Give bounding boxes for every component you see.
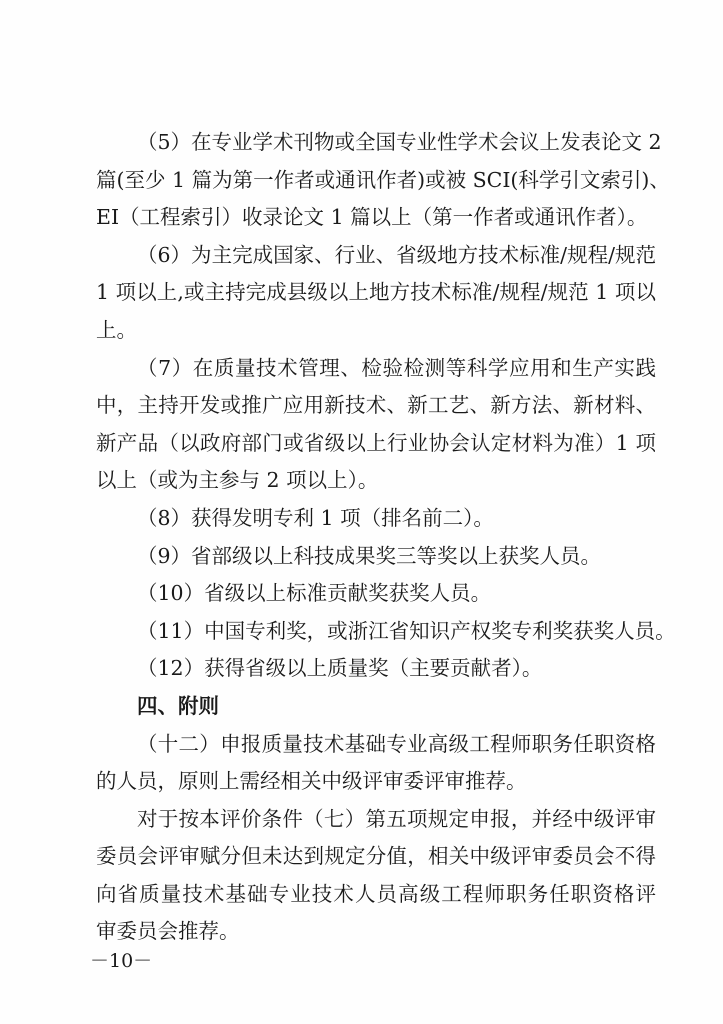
item-5-line-3: EI（工程索引）收录论文 1 篇以上（第一作者或通讯作者）。 bbox=[96, 205, 648, 230]
item-7-line-3: 新产品（以政府部门或省级以上行业协会认定材料为准）1 项 bbox=[96, 430, 656, 455]
item-5-line-2: 篇(至少 1 篇为第一作者或通讯作者)或被 SCI(科学引文索引)、 bbox=[96, 167, 670, 192]
item-6-line-1: （6）为主完成国家、行业、省级地方技术标准/规程/规范 bbox=[137, 242, 656, 267]
item-7-line-2: 中，主持开发或推广应用新技术、新工艺、新方法、新材料、 bbox=[96, 393, 656, 418]
clause-12-line-2: 的人员，原则上需经相关中级评审委评审推荐。 bbox=[96, 769, 527, 794]
clause-12-line-1: （十二）申报质量技术基础专业高级工程师职务任职资格 bbox=[137, 731, 656, 756]
document-body bbox=[96, 124, 676, 951]
note-line-1: 对于按本评价条件（七）第五项规定申报，并经中级评审 bbox=[137, 806, 656, 831]
note-line-4: 审委员会推荐。 bbox=[96, 919, 240, 944]
item-9: （9）省部级以上科技成果奖三等奖以上获奖人员。 bbox=[137, 543, 602, 568]
item-6-line-3: 上。 bbox=[96, 317, 137, 342]
item-11: （11）中国专利奖，或浙江省知识产权奖专利奖获奖人员。 bbox=[137, 618, 676, 643]
item-5-line-1: （5）在专业学术刊物或全国专业性学术会议上发表论文 2 bbox=[137, 130, 662, 154]
item-6-line-2: 1 项以上,或主持完成县级以上地方技术标准/规程/规范 1 项以 bbox=[96, 280, 656, 305]
item-7-line-4: 以上（或为主参与 2 项以上）。 bbox=[96, 468, 379, 493]
item-8: （8）获得发明专利 1 项（排名前二）。 bbox=[137, 505, 494, 530]
section-heading-appendix: 四、附则 bbox=[137, 693, 219, 718]
page-number: －10－ bbox=[90, 950, 153, 972]
item-10: （10）省级以上标准贡献奖获奖人员。 bbox=[137, 581, 492, 606]
note-line-2: 委员会评审赋分但未达到规定分值，相关中级评审委员会不得 bbox=[96, 844, 656, 869]
item-12: （12）获得省级以上质量奖（主要贡献者）。 bbox=[137, 656, 543, 681]
note-line-3: 向省质量技术基础专业技术人员高级工程师职务任职资格评 bbox=[96, 881, 656, 906]
item-7-line-1: （7）在质量技术管理、检验检测等科学应用和生产实践 bbox=[137, 355, 656, 380]
